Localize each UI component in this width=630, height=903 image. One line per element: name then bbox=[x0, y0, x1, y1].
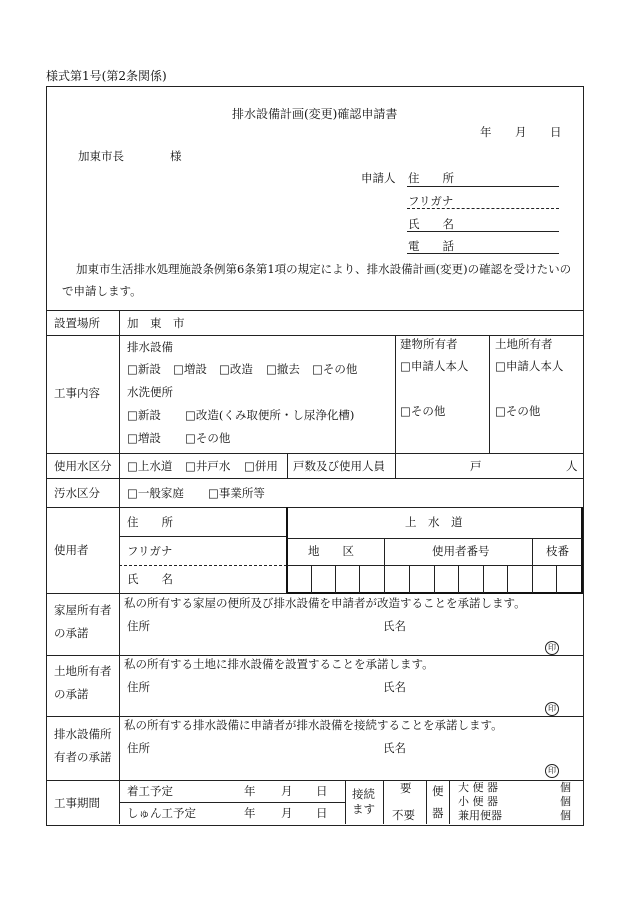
land-owner-consent-label1: 土地所有者 bbox=[54, 664, 112, 678]
land-owner-consent-label2: の承諾 bbox=[54, 687, 89, 701]
land-owner-address: 住所 bbox=[127, 680, 150, 694]
drain-opt-modify[interactable]: □改造 bbox=[219, 362, 253, 376]
applicant-phone-line[interactable] bbox=[407, 253, 559, 254]
district-label: 地 区 bbox=[308, 544, 354, 558]
period-start-month: 月 bbox=[281, 784, 293, 798]
work-label: 工事内容 bbox=[54, 386, 100, 400]
date-day: 日 bbox=[550, 125, 562, 139]
households-ko: 戸 bbox=[470, 459, 482, 473]
land-owner-name: 氏名 bbox=[383, 680, 406, 694]
user-number-label: 使用者番号 bbox=[432, 544, 490, 558]
water-label: 使用水区分 bbox=[54, 459, 112, 473]
date-month: 月 bbox=[515, 125, 527, 139]
drain-owner-name: 氏名 bbox=[383, 741, 406, 755]
applicant-furigana-line[interactable] bbox=[407, 208, 559, 209]
house-owner-consent-label2: の承諾 bbox=[54, 626, 89, 640]
building-owner-label: 建物所有者 bbox=[400, 337, 458, 351]
land-owner-seal-icon: 印 bbox=[545, 702, 559, 716]
sewage-opt-home[interactable]: □一般家庭 bbox=[127, 486, 184, 500]
branch-label: 枝番 bbox=[546, 544, 569, 558]
connect-label2: ます bbox=[352, 802, 375, 816]
application-form bbox=[46, 86, 584, 826]
combined-toilet-label: 兼用便器 bbox=[458, 809, 502, 822]
house-owner-consent-label1: 家屋所有者 bbox=[54, 603, 112, 617]
period-end-day: 日 bbox=[316, 806, 328, 820]
period-start-year: 年 bbox=[244, 784, 256, 798]
applicant-address-line[interactable] bbox=[407, 186, 559, 187]
toilet-title: 水洗便所 bbox=[127, 385, 173, 399]
period-label: 工事期間 bbox=[54, 796, 100, 810]
body-text-line2: で申請します。 bbox=[62, 284, 142, 298]
house-owner-consent-text: 私の所有する家屋の便所及び排水設備を申請者が改造することを承諾します。 bbox=[124, 596, 526, 610]
building-owner-other[interactable]: □その他 bbox=[400, 404, 446, 418]
drain-opt-add[interactable]: □増設 bbox=[173, 362, 207, 376]
large-toilet-unit: 個 bbox=[560, 781, 571, 794]
user-address-label: 住 所 bbox=[127, 515, 173, 529]
toilet-opt-new[interactable]: □新設 bbox=[127, 408, 161, 422]
households-nin: 人 bbox=[566, 459, 578, 473]
small-toilet-unit: 個 bbox=[560, 795, 571, 808]
drain-owner-consent-label2: 有者の承諾 bbox=[54, 750, 112, 764]
location-label: 設置場所 bbox=[54, 316, 100, 330]
connect-need[interactable]: 要 bbox=[400, 781, 412, 795]
period-end-month: 月 bbox=[281, 806, 293, 820]
large-toilet-label: 大 便 器 bbox=[458, 781, 498, 794]
addressee-sama: 様 bbox=[170, 149, 182, 163]
water-opt-city[interactable]: □上水道 bbox=[127, 459, 173, 473]
toilet-opt-other[interactable]: □その他 bbox=[185, 431, 231, 445]
period-end-label: しゅん工予定 bbox=[127, 806, 196, 820]
water-opt-both[interactable]: □併用 bbox=[244, 459, 278, 473]
households-label: 戸数及び使用人員 bbox=[293, 459, 385, 473]
connect-label1: 接続 bbox=[352, 787, 375, 801]
body-text-line1: 加東市生活排水処理施設条例第6条第1項の規定により、排水設備計画(変更)の確認を受けたいの bbox=[76, 262, 572, 276]
drain-owner-consent-text: 私の所有する排水設備に申請者が排水設備を接続することを承諾します。 bbox=[124, 718, 503, 732]
user-label: 使用者 bbox=[54, 543, 89, 557]
drain-owner-address: 住所 bbox=[127, 741, 150, 755]
applicant-name-label: 氏 名 bbox=[408, 217, 454, 231]
connect-noneed[interactable]: 不要 bbox=[392, 808, 415, 822]
applicant-address-label: 住 所 bbox=[408, 171, 454, 185]
small-toilet-label: 小 便 器 bbox=[458, 795, 498, 808]
period-end-year: 年 bbox=[244, 806, 256, 820]
house-owner-seal-icon: 印 bbox=[545, 641, 559, 655]
applicant-furigana-label: フリガナ bbox=[408, 194, 454, 208]
land-owner-self[interactable]: □申請人本人 bbox=[495, 359, 564, 373]
house-owner-address: 住所 bbox=[127, 619, 150, 633]
land-owner-label: 土地所有者 bbox=[495, 337, 553, 351]
form-title: 排水設備計画(変更)確認申請書 bbox=[232, 107, 398, 121]
drain-title: 排水設備 bbox=[127, 340, 173, 354]
applicant-phone-label: 電 話 bbox=[408, 239, 454, 253]
water-opt-well[interactable]: □井戸水 bbox=[185, 459, 231, 473]
drain-opt-new[interactable]: □新設 bbox=[127, 362, 161, 376]
sewage-label: 汚水区分 bbox=[54, 486, 100, 500]
applicant-label: 申請人 bbox=[361, 171, 396, 185]
date-year: 年 bbox=[480, 125, 492, 139]
toilet-opt-modify[interactable]: □改造(くみ取便所・し尿浄化槽) bbox=[185, 408, 355, 422]
combined-toilet-unit: 個 bbox=[560, 809, 571, 822]
land-owner-other[interactable]: □その他 bbox=[495, 404, 541, 418]
toilet-opt-add[interactable]: □増設 bbox=[127, 431, 161, 445]
form-number: 様式第1号(第2条関係) bbox=[46, 69, 167, 83]
building-owner-self[interactable]: □申請人本人 bbox=[400, 359, 469, 373]
user-name-label: 氏 名 bbox=[127, 572, 173, 586]
drain-opt-other[interactable]: □その他 bbox=[312, 362, 358, 376]
period-start-label: 着工予定 bbox=[127, 784, 173, 798]
drain-opt-remove[interactable]: □撤去 bbox=[266, 362, 300, 376]
drain-owner-consent-label1: 排水設備所 bbox=[54, 727, 112, 741]
land-owner-consent-text: 私の所有する土地に排水設備を設置することを承諾します。 bbox=[124, 657, 434, 671]
sewage-opt-business[interactable]: □事業所等 bbox=[208, 486, 265, 500]
addressee: 加東市長 bbox=[78, 149, 124, 163]
applicant-name-line[interactable] bbox=[407, 231, 559, 232]
benki-label2: 器 bbox=[432, 806, 444, 820]
period-start-day: 日 bbox=[316, 784, 328, 798]
user-furigana-label: フリガナ bbox=[127, 544, 173, 558]
house-owner-name: 氏名 bbox=[383, 619, 406, 633]
location-value: 加 東 市 bbox=[127, 316, 185, 330]
water-supply-label: 上 水 道 bbox=[405, 515, 463, 529]
benki-label1: 便 bbox=[432, 784, 444, 798]
drain-owner-seal-icon: 印 bbox=[545, 764, 559, 778]
